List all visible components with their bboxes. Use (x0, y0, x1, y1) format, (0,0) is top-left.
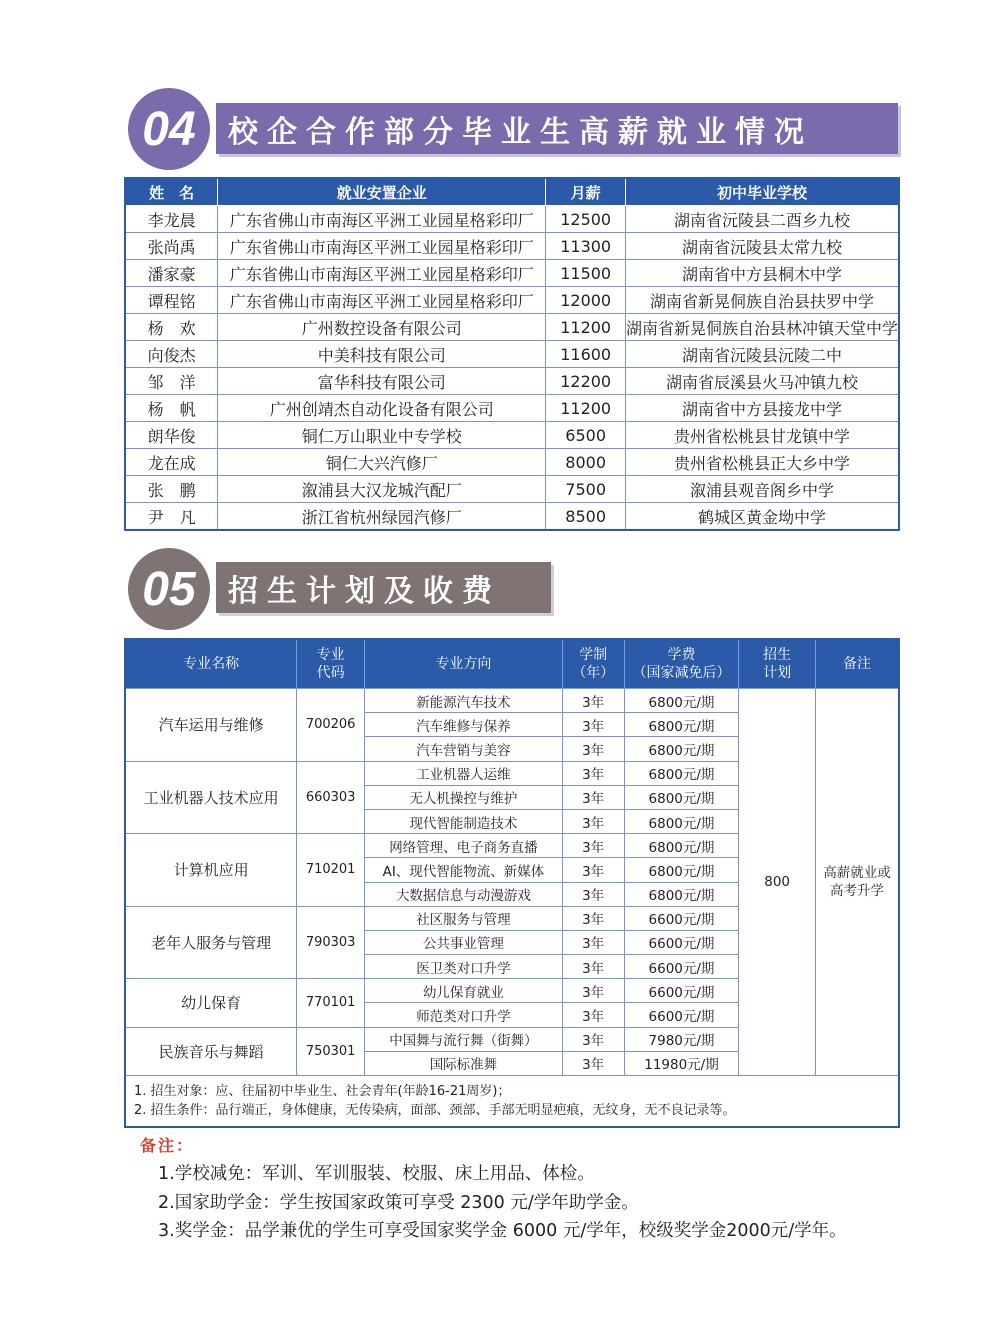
study-years: 3年 (562, 809, 624, 833)
row-salary: 11200 (546, 314, 626, 341)
major-direction: 工业机器人运维 (365, 761, 563, 785)
row-salary: 11300 (546, 233, 626, 260)
study-years: 3年 (562, 955, 624, 979)
major-direction: 国际标准舞 (365, 1051, 563, 1075)
note-line: 2. 招生条件：品行端正，身体健康，无传染病，面部、颈部、手部无明显疤痕，无纹身，无不良记录等。 (134, 1103, 736, 1118)
major-direction: 师范类对口升学 (365, 1003, 563, 1027)
tuition-fee: 6600元/期 (624, 1003, 739, 1027)
row-salary: 7500 (546, 476, 626, 503)
table-row (125, 314, 899, 341)
row-company: 溆浦县大汉龙城汽配厂 (218, 476, 546, 503)
row-school: 湖南省沅陵县二酉乡九校 (625, 206, 899, 233)
row-school: 湖南省新晃侗族自治县林冲镇天堂中学 (625, 314, 899, 341)
major-code: 790303 (297, 906, 365, 979)
major-direction: 汽车营销与美容 (365, 737, 563, 761)
row-company: 浙江省杭州绿园汽修厂 (218, 503, 546, 531)
row-school: 贵州省松桃县正大乡中学 (625, 449, 899, 476)
major-code: 770101 (297, 979, 365, 1027)
row-school: 湖南省中方县桐木中学 (625, 260, 899, 287)
header-fee: 学费 （国家减免后） (624, 639, 739, 689)
row-school: 湖南省辰溪县火马冲镇九校 (625, 368, 899, 395)
tuition-fee: 6800元/期 (624, 713, 739, 737)
header-name: 姓 名 (125, 178, 218, 206)
row-name: 谭程铭 (125, 287, 218, 314)
enrollment-table-header (125, 639, 899, 689)
major-direction: 现代智能制造技术 (365, 809, 563, 833)
tuition-fee: 6800元/期 (624, 834, 739, 858)
study-years: 3年 (562, 834, 624, 858)
study-years: 3年 (562, 1051, 624, 1075)
major-name: 工业机器人技术应用 (125, 761, 297, 834)
study-years: 3年 (562, 882, 624, 906)
employment-table (124, 177, 900, 531)
major-direction: 网络管理、电子商务直播 (365, 834, 563, 858)
header-company: 就业安置企业 (218, 178, 546, 206)
row-name: 潘家豪 (125, 260, 218, 287)
row-school: 湖南省沅陵县太常九校 (625, 233, 899, 260)
header-code: 专业 代码 (297, 639, 365, 689)
major-direction: 幼儿保育就业 (365, 979, 563, 1003)
row-company: 中美科技有限公司 (218, 341, 546, 368)
header-major: 专业名称 (125, 639, 297, 689)
study-years: 3年 (562, 1003, 624, 1027)
section-05-title: 招生计划及收费 (216, 562, 551, 613)
row-company: 广东省佛山市南海区平洲工业园星格彩印厂 (218, 206, 546, 233)
table-row (125, 395, 899, 422)
header-remark: 备注 (815, 639, 899, 689)
enrollment-table (124, 638, 900, 1128)
row-name: 杨 帆 (125, 395, 218, 422)
row-salary: 12500 (546, 206, 626, 233)
major-name: 汽车运用与维修 (125, 689, 297, 762)
row-school: 湖南省沅陵县沅陵二中 (625, 341, 899, 368)
row-name: 朗华俊 (125, 422, 218, 449)
row-name: 杨 欢 (125, 314, 218, 341)
major-name: 老年人服务与管理 (125, 906, 297, 979)
row-company: 铜仁万山职业中专学校 (218, 422, 546, 449)
study-years: 3年 (562, 979, 624, 1003)
row-salary: 11200 (546, 395, 626, 422)
major-direction: 新能源汽车技术 (365, 689, 563, 713)
row-salary: 11500 (546, 260, 626, 287)
header-years: 学制 （年） (562, 639, 624, 689)
header-school: 初中毕业学校 (625, 178, 899, 206)
table-row (125, 260, 899, 287)
row-company: 广东省佛山市南海区平洲工业园星格彩印厂 (218, 287, 546, 314)
study-years: 3年 (562, 930, 624, 954)
table-row (125, 341, 899, 368)
row-school: 湖南省中方县接龙中学 (625, 395, 899, 422)
tuition-fee: 7980元/期 (624, 1027, 739, 1051)
remark-cell: 高薪就业或高考升学 (815, 689, 899, 1076)
row-company: 铜仁大兴汽修厂 (218, 449, 546, 476)
study-years: 3年 (562, 906, 624, 930)
header-salary: 月薪 (546, 178, 626, 206)
row-salary: 11600 (546, 341, 626, 368)
employment-table-header (125, 178, 899, 206)
major-name: 幼儿保育 (125, 979, 297, 1027)
row-name: 邹 洋 (125, 368, 218, 395)
row-name: 向俊杰 (125, 341, 218, 368)
row-school: 溆浦县观音阁乡中学 (625, 476, 899, 503)
row-name: 尹 凡 (125, 503, 218, 531)
row-company: 广东省佛山市南海区平洲工业园星格彩印厂 (218, 260, 546, 287)
study-years: 3年 (562, 785, 624, 809)
major-direction: 汽车维修与保养 (365, 713, 563, 737)
section-04-title: 校企合作部分毕业生高薪就业情况 (216, 103, 898, 154)
tuition-fee: 6800元/期 (624, 737, 739, 761)
enrollment-notes (125, 1076, 899, 1128)
remark-item: 1.学校减免：军训、军训服装、校服、床上用品、体检。 (158, 1164, 595, 1184)
row-salary: 8000 (546, 449, 626, 476)
major-direction: 中国舞与流行舞（街舞） (365, 1027, 563, 1051)
table-row (125, 689, 899, 713)
study-years: 3年 (562, 689, 624, 713)
row-name: 龙在成 (125, 449, 218, 476)
tuition-fee: 6800元/期 (624, 858, 739, 882)
table-row (125, 206, 899, 233)
row-school: 贵州省松桃县甘龙镇中学 (625, 422, 899, 449)
tuition-fee: 6800元/期 (624, 689, 739, 713)
table-row (125, 449, 899, 476)
remarks-title: 备注： (140, 1136, 195, 1155)
major-code: 700206 (297, 689, 365, 762)
major-direction: 大数据信息与动漫游戏 (365, 882, 563, 906)
table-row (125, 233, 899, 260)
tuition-fee: 6600元/期 (624, 979, 739, 1003)
row-salary: 6500 (546, 422, 626, 449)
notes-row (125, 1076, 899, 1128)
row-name: 张 鹏 (125, 476, 218, 503)
major-direction: 社区服务与管理 (365, 906, 563, 930)
tuition-fee: 11980元/期 (624, 1051, 739, 1075)
major-name: 计算机应用 (125, 834, 297, 907)
note-line: 1. 招生对象：应、往届初中毕业生、社会青年(年龄16-21周岁)； (134, 1084, 511, 1099)
major-name: 民族音乐与舞蹈 (125, 1027, 297, 1075)
row-salary: 12000 (546, 287, 626, 314)
enrollment-plan: 800 (739, 689, 816, 1076)
header-direction: 专业方向 (365, 639, 563, 689)
tuition-fee: 6600元/期 (624, 955, 739, 979)
row-company: 广州创靖杰自动化设备有限公司 (218, 395, 546, 422)
row-name: 张尚禹 (125, 233, 218, 260)
row-salary: 8500 (546, 503, 626, 531)
major-code: 750301 (297, 1027, 365, 1075)
major-direction: AI、现代智能物流、新媒体 (365, 858, 563, 882)
table-row (125, 368, 899, 395)
row-school: 湖南省新晃侗族自治县扶罗中学 (625, 287, 899, 314)
row-school: 鹤城区黄金坳中学 (625, 503, 899, 531)
header-plan: 招生 计划 (739, 639, 816, 689)
major-code: 660303 (297, 761, 365, 834)
major-direction: 无人机操控与维护 (365, 785, 563, 809)
table-row (125, 503, 899, 531)
section-04-badge: 04 (128, 88, 210, 170)
row-name: 李龙晨 (125, 206, 218, 233)
tuition-fee: 6800元/期 (624, 882, 739, 906)
study-years: 3年 (562, 713, 624, 737)
row-company: 富华科技有限公司 (218, 368, 546, 395)
row-company: 广东省佛山市南海区平洲工业园星格彩印厂 (218, 233, 546, 260)
major-code: 710201 (297, 834, 365, 907)
study-years: 3年 (562, 858, 624, 882)
table-row (125, 476, 899, 503)
study-years: 3年 (562, 1027, 624, 1051)
tuition-fee: 6800元/期 (624, 785, 739, 809)
row-company: 广州数控设备有限公司 (218, 314, 546, 341)
tuition-fee: 6800元/期 (624, 761, 739, 785)
table-row (125, 287, 899, 314)
remark-item: 2.国家助学金：学生按国家政策可享受 2300 元/学年助学金。 (158, 1193, 639, 1213)
study-years: 3年 (562, 737, 624, 761)
row-salary: 12200 (546, 368, 626, 395)
major-direction: 医卫类对口升学 (365, 955, 563, 979)
study-years: 3年 (562, 761, 624, 785)
remark-item: 3.奖学金：品学兼优的学生可享受国家奖学金 6000 元/学年，校级奖学金2000元/学年。 (158, 1221, 847, 1241)
tuition-fee: 6600元/期 (624, 930, 739, 954)
tuition-fee: 6800元/期 (624, 809, 739, 833)
tuition-fee: 6600元/期 (624, 906, 739, 930)
section-05-badge: 05 (128, 548, 210, 630)
table-row (125, 422, 899, 449)
major-direction: 公共事业管理 (365, 930, 563, 954)
